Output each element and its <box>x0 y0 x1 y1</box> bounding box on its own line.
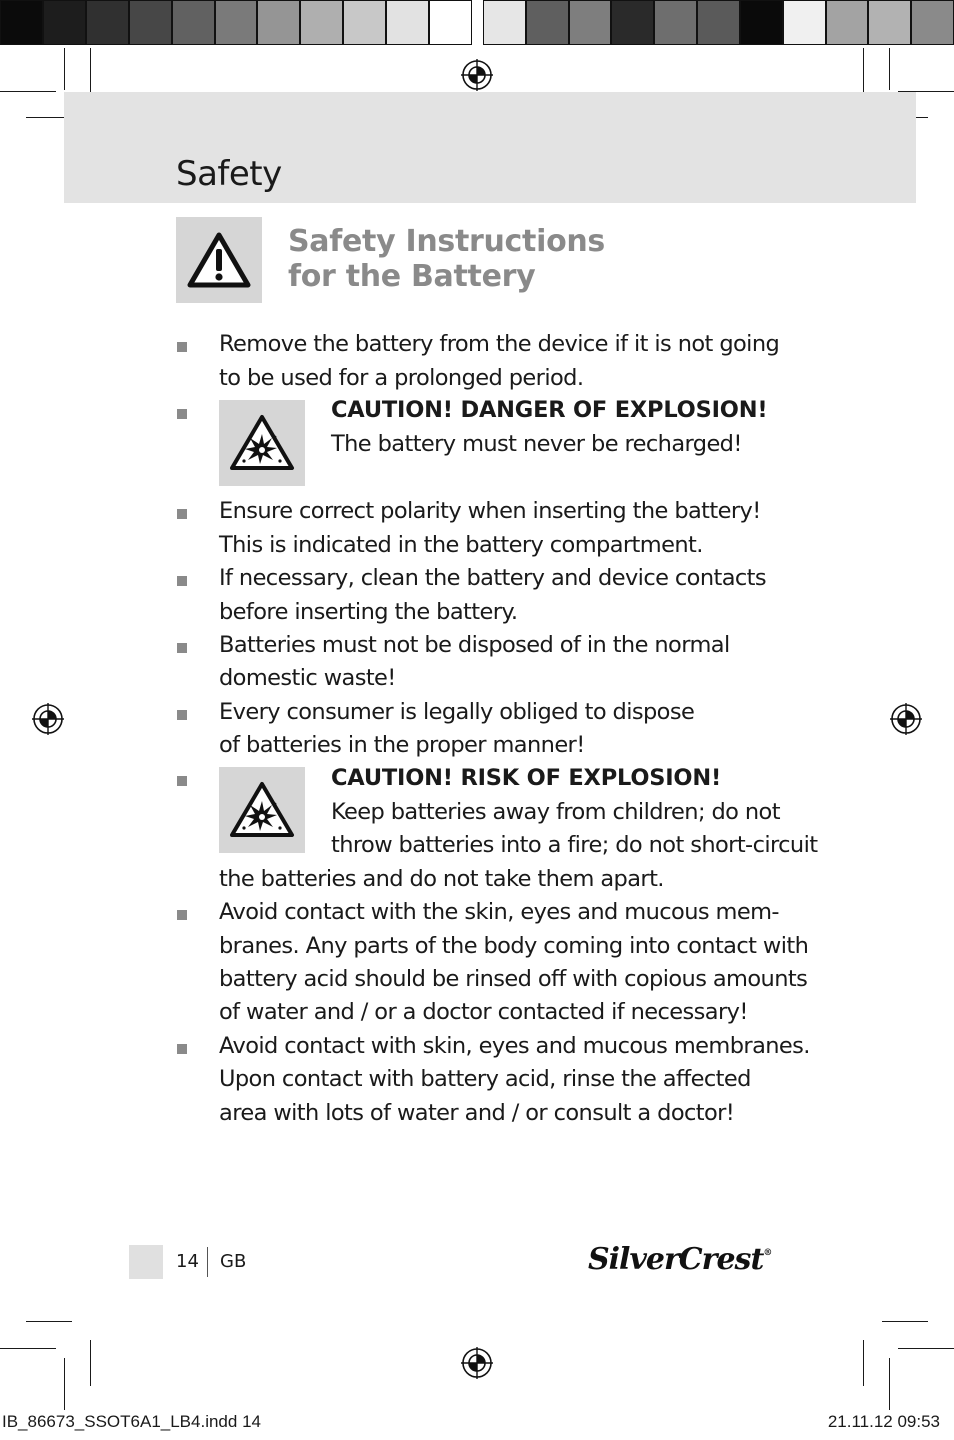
bullet-marker <box>177 576 187 586</box>
bullet-marker <box>177 342 187 352</box>
crop-mark <box>0 91 56 92</box>
crop-mark <box>90 1340 91 1386</box>
print-date-slug: 21.11.12 09:53 <box>827 1412 940 1431</box>
instruction-text: the batteries and do not take them apart. <box>219 866 664 892</box>
footer-divider <box>207 1247 208 1277</box>
instruction-text: Keep batteries away from children; do not <box>331 799 780 825</box>
page-number: 14 <box>176 1251 199 1272</box>
color-swatch <box>611 0 654 45</box>
brand-logo <box>588 1242 771 1277</box>
instruction-text: The battery must never be recharged! <box>331 431 742 457</box>
registration-mark-icon <box>889 702 923 736</box>
color-swatch <box>343 0 386 45</box>
language-code: GB <box>220 1251 247 1272</box>
registered-mark: ® <box>763 1248 772 1258</box>
instruction-text: Avoid contact with the skin, eyes and mucous mem- <box>219 899 779 925</box>
explosion-warning-icon <box>229 781 295 839</box>
instruction-text: Remove the battery from the device if it is not going <box>219 331 780 357</box>
color-swatch <box>86 0 129 45</box>
color-swatch <box>826 0 869 45</box>
color-swatch <box>386 0 429 45</box>
color-swatch <box>526 0 569 45</box>
instruction-text: of batteries in the proper manner! <box>219 732 585 758</box>
explosion-icon-box <box>219 400 305 486</box>
crop-mark <box>882 1321 928 1322</box>
color-swatch <box>215 0 258 45</box>
crop-mark <box>64 48 65 90</box>
bullet-marker <box>177 710 187 720</box>
color-swatch <box>300 0 343 45</box>
instruction-text: of water and / or a doctor contacted if necessary! <box>219 999 748 1025</box>
instruction-text: This is indicated in the battery compartment. <box>219 532 703 558</box>
color-swatch <box>569 0 612 45</box>
registration-mark-icon <box>460 58 494 92</box>
color-swatch <box>172 0 215 45</box>
section-heading <box>288 224 605 294</box>
caution-title: CAUTION! DANGER OF EXPLOSION! <box>331 397 768 423</box>
bullet-marker <box>177 643 187 653</box>
bullet-marker <box>177 509 187 519</box>
color-swatch <box>868 0 911 45</box>
bullet-marker <box>177 910 187 920</box>
instruction-text: battery acid should be rinsed off with copious amounts <box>219 966 808 992</box>
bullet-marker <box>177 776 187 786</box>
instruction-text: Batteries must not be disposed of in the normal <box>219 632 730 658</box>
print-file-slug: IB_86673_SSOT6A1_LB4.indd 14 <box>2 1412 261 1431</box>
color-swatch <box>0 0 43 45</box>
color-swatch <box>911 0 954 45</box>
section-heading-line: for the Battery <box>288 259 536 294</box>
instruction-text: branes. Any parts of the body coming into contact with <box>219 933 809 959</box>
color-calibration-bar-right <box>483 0 954 45</box>
section-heading-line: Safety Instructions <box>288 224 605 259</box>
warning-triangle-icon <box>187 232 251 288</box>
registration-mark-icon <box>460 1346 494 1380</box>
color-swatch <box>697 0 740 45</box>
color-swatch <box>43 0 86 45</box>
bullet-marker <box>177 1044 187 1054</box>
warning-icon-box <box>176 217 262 303</box>
color-swatch <box>257 0 300 45</box>
color-swatch <box>740 0 783 45</box>
brand-logo-text: SilverCrest <box>588 1242 764 1277</box>
explosion-icon-box <box>219 767 305 853</box>
color-swatch <box>783 0 826 45</box>
crop-mark <box>889 1358 890 1410</box>
instruction-text: to be used for a prolonged period. <box>219 365 584 391</box>
explosion-warning-icon <box>229 414 295 472</box>
instruction-text: Upon contact with battery acid, rinse the affected <box>219 1066 751 1092</box>
instruction-text: domestic waste! <box>219 665 396 691</box>
crop-mark <box>0 1348 56 1349</box>
crop-mark <box>898 1348 954 1349</box>
crop-mark <box>889 48 890 90</box>
color-swatch <box>129 0 172 45</box>
instruction-text: area with lots of water and / or consult a doctor! <box>219 1100 735 1126</box>
color-swatch <box>483 0 526 45</box>
instruction-text: before inserting the battery. <box>219 599 518 625</box>
registration-mark-icon <box>31 702 65 736</box>
bullet-marker <box>177 409 187 419</box>
crop-mark <box>64 1358 65 1410</box>
page-title: Safety <box>176 154 282 194</box>
color-calibration-bar-left <box>0 0 472 45</box>
instruction-text: throw batteries into a fire; do not short-circuit <box>331 832 818 858</box>
crop-mark <box>26 1321 72 1322</box>
page-number-box <box>129 1245 163 1279</box>
color-swatch <box>429 0 472 45</box>
caution-title: CAUTION! RISK OF EXPLOSION! <box>331 765 722 791</box>
crop-mark <box>863 1340 864 1386</box>
instruction-text: Every consumer is legally obliged to dispose <box>219 699 695 725</box>
instruction-text: If necessary, clean the battery and device contacts <box>219 565 767 591</box>
instruction-text: Avoid contact with skin, eyes and mucous membranes. <box>219 1033 810 1059</box>
instruction-text: Ensure correct polarity when inserting the battery! <box>219 498 761 524</box>
color-swatch <box>654 0 697 45</box>
